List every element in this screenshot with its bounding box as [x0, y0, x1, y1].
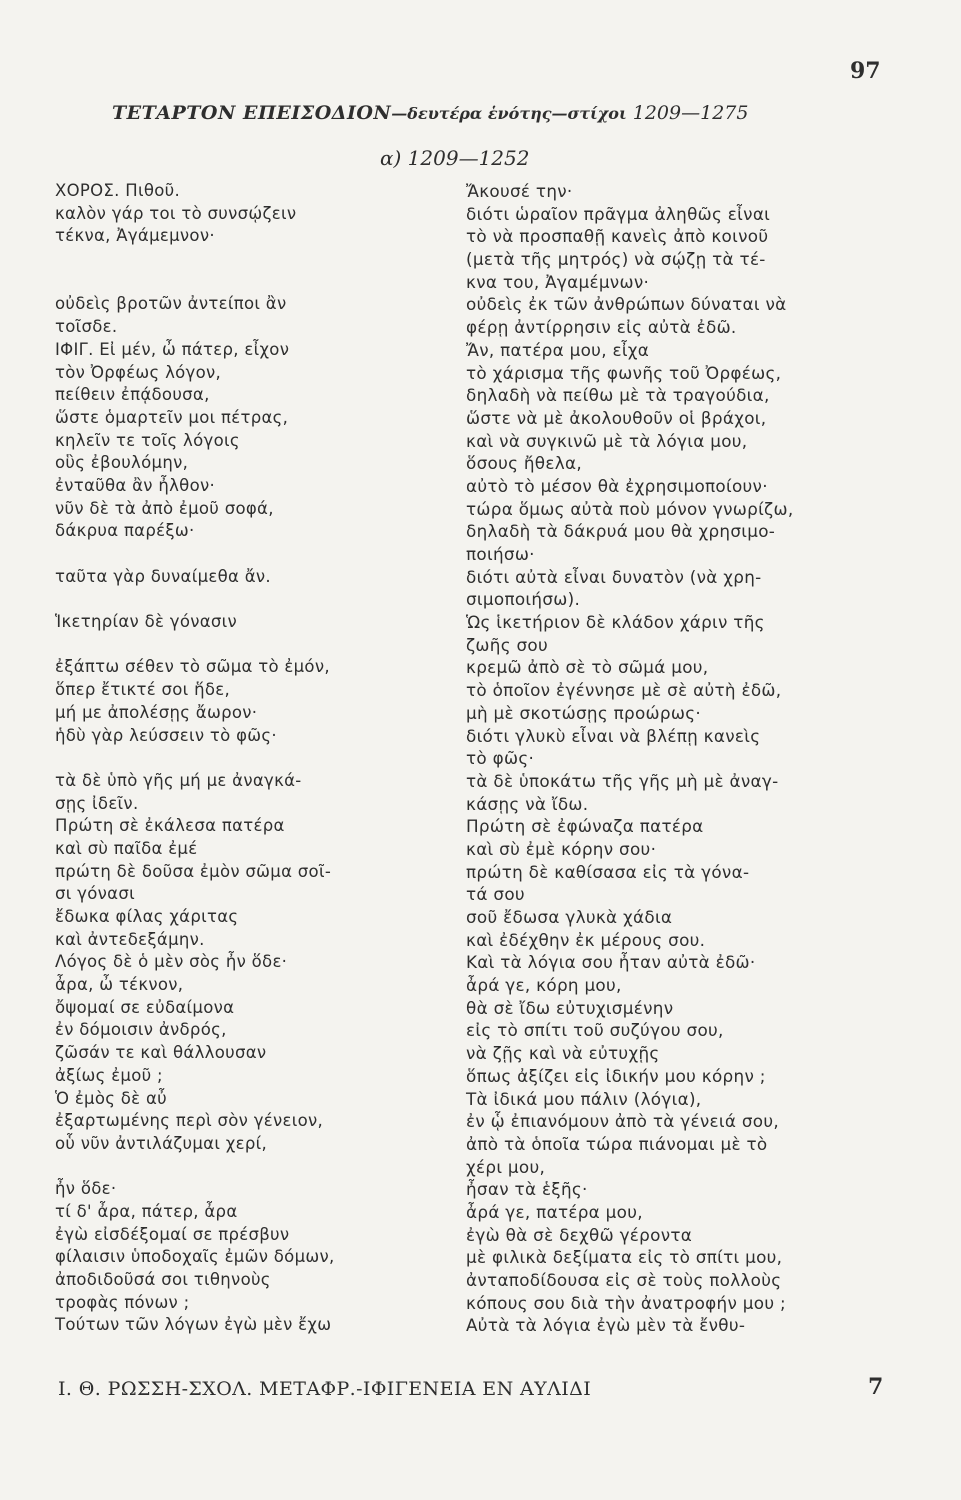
translation-line: ὥστε νὰ μὲ ἀκολουθοῦν οἱ βράχοι, — [466, 407, 767, 428]
translation-line: φέρῃ ἀντίρρησιν εἰς αὐτὰ ἐδῶ. — [466, 317, 737, 338]
ancient-text-line: Λόγος δὲ ὁ μὲν σὸς ἦν ὅδε· — [55, 952, 288, 972]
translation-line: κρεμῶ ἀπὸ σὲ τὸ σῶμά μου, — [466, 657, 709, 678]
translation-line: μὴ μὲ σκοτώσῃς προώρως· — [466, 702, 701, 723]
translation-line: ἀνταποδίδουσα εἰς σὲ τοὺς πολλοὺς — [466, 1270, 782, 1290]
ancient-text-line: τί δ' ἆρα, πάτερ, ἆρα — [55, 1201, 238, 1221]
ancient-text-line: ἀξίως ἐμοῦ ; — [55, 1065, 163, 1085]
translation-line: Ἄν, πατέρα μου, εἶχα — [466, 339, 650, 360]
translation-line: κάσῃς νὰ ἴδω. — [466, 793, 589, 814]
ancient-text-line: ἐξαρτωμένης περὶ σὸν γένειον, — [55, 1111, 324, 1131]
ancient-text-line — [55, 588, 475, 611]
ancient-text-line: ὥστε ὁμαρτεῖν μοι πέτρας, — [55, 407, 289, 427]
ancient-text-line — [55, 747, 475, 770]
translation-line: χέρι μου, — [466, 1156, 546, 1177]
ancient-text-line: οὓς ἐβουλόμην, — [55, 453, 189, 473]
translation-column — [466, 180, 916, 1337]
translation-line: καὶ νὰ συγκινῶ μὲ τὰ λόγια μου, — [466, 430, 748, 451]
translation-line: τὰ δὲ ὑποκάτω τῆς γῆς μὴ μὲ ἀναγ- — [466, 770, 779, 791]
translation-line: πρώτη δὲ καθίσασα εἰς τὰ γόνα- — [466, 861, 750, 882]
translation-line: ἀπὸ τὰ ὁποῖα τώρα πιάνομαι μὲ τὸ — [466, 1133, 768, 1154]
section-title — [112, 102, 748, 124]
translation-line: κνα του, Ἀγαμέμνων· — [466, 271, 650, 292]
ancient-text-line: πείθειν ἐπᾴδουσα, — [55, 385, 210, 405]
signature-mark: 7 — [868, 1374, 884, 1400]
translation-line: ἆρά γε, πατέρα μου, — [466, 1201, 643, 1222]
ancient-text-line: ἐνταῦθα ἂν ἦλθον· — [55, 475, 216, 495]
ancient-text-line: ἡδὺ γὰρ λεύσσειν τὸ φῶς· — [55, 725, 277, 745]
translation-line: διότι ὡραῖον πρᾶγμα ἀληθῶς εἶναι — [466, 203, 771, 224]
ancient-text-line: δάκρυα παρέξω· — [55, 521, 195, 541]
ancient-text-line: ἆρα, ὦ τέκνον, — [55, 975, 184, 995]
section-title-main: ΤΕΤΑΡΤΟΝ ΕΠΕΙΣΟΔΙΟΝ — [112, 102, 392, 124]
ancient-text-line: τοῖσδε. — [55, 317, 118, 337]
translation-line: Πρώτη σὲ ἐφώναζα πατέρα — [466, 816, 704, 837]
ancient-text-line: ἦν ὅδε· — [55, 1179, 117, 1199]
translation-line: κόπους σου διὰ τὴν ἀνατροφήν μου ; — [466, 1292, 786, 1313]
translation-line: τά σου — [466, 884, 525, 905]
ancient-text-line: ἔδωκα φίλας χάριτας — [55, 907, 239, 926]
ancient-text-line: ζῶσάν τε καὶ θάλλουσαν — [55, 1043, 267, 1063]
ancient-text-line: οὐδεὶς βροτῶν ἀντείποι ἂν — [55, 294, 287, 314]
translation-line: Ὡς ἱκετήριον δὲ κλάδον χάριν τῆς — [466, 612, 765, 633]
ancient-text-line: κηλεῖν τε τοῖς λόγοις — [55, 430, 240, 450]
translation-line: ὅπως ἀξίζει εἰς ἰδικήν μου κόρην ; — [466, 1065, 766, 1086]
ancient-text-line — [55, 634, 475, 657]
ancient-text-line: ὄψομαί σε εὐδαίμονα — [55, 997, 235, 1017]
translation-line: μὲ φιλικὰ δεξίματα εἰς τὸ σπίτι μου, — [466, 1247, 783, 1268]
ancient-text-line: τὸν Ὀρφέως λόγον, — [55, 362, 222, 382]
ancient-text-column — [55, 180, 475, 1337]
ancient-text-line: Τούτων τῶν λόγων ἐγὼ μὲν ἔχω — [55, 1315, 332, 1335]
ancient-text-line: ἀποδιδοῦσά σοι τιθηνοὺς — [55, 1270, 271, 1289]
translation-line: ἦσαν τὰ ἑξῆς· — [466, 1179, 588, 1200]
ancient-text-line: καλὸν γάρ τοι τὸ συνσῴζειν — [55, 203, 297, 223]
translation-line: τώρα ὅμως αὐτὰ ποὺ μόνον γνωρίζω, — [466, 498, 794, 519]
section-title-range: 1209—1275 — [632, 102, 749, 124]
translation-line: Τὰ ἰδικά μου πάλιν (λόγια), — [466, 1088, 702, 1109]
ancient-text-line: Ὁ ἐμὸς δὲ αὖ — [55, 1088, 167, 1108]
ancient-text-line — [55, 1156, 475, 1179]
translation-line: καὶ σὺ ἐμὲ κόρην σου· — [466, 838, 657, 859]
ancient-text-line: ΙΦΙΓ. Εἰ μέν, ὦ πάτερ, εἶχον — [55, 339, 290, 359]
ancient-text-line: τὰ δὲ ὑπὸ γῆς μή με ἀναγκά- — [55, 770, 302, 790]
ancient-text-line: ΧΟΡΟΣ. Πιθοῦ. — [55, 181, 181, 200]
translation-line: τὸ νὰ προσπαθῇ κανεὶς ἀπὸ κοινοῦ — [466, 226, 769, 247]
translation-line: τὸ φῶς· — [466, 748, 535, 769]
translation-line: οὐδεὶς ἐκ τῶν ἀνθρώπων δύναται νὰ — [466, 294, 787, 315]
ancient-text-line: φίλαισιν ὑποδοχαῖς ἐμῶν δόμων, — [55, 1247, 335, 1267]
translation-line: (μετὰ τῆς μητρός) νὰ σῴζῃ τὰ τέ- — [466, 249, 766, 270]
ancient-text-line: καὶ σὺ παῖδα ἐμέ — [55, 838, 198, 858]
ancient-text-line: τροφὰς πόνων ; — [55, 1292, 190, 1312]
translation-line: τὸ ὁποῖον ἐγέννησε μὲ σὲ αὐτὴ ἐδῶ, — [466, 680, 782, 701]
translation-line: διότι γλυκὺ εἶναι νὰ βλέπῃ κανεὶς — [466, 725, 761, 746]
translation-line: δηλαδὴ τὰ δάκρυά μου θὰ χρησιμο- — [466, 521, 776, 542]
ancient-text-line: οὗ νῦν ἀντιλάζυμαι χερί, — [55, 1133, 268, 1153]
translation-line: σιμοποιήσω). — [466, 589, 581, 610]
translation-line: αὐτὸ τὸ μέσον θὰ ἐχρησιμοποίουν· — [466, 475, 768, 496]
translation-line: ἐγὼ θὰ σὲ δεχθῶ γέροντα — [466, 1224, 693, 1245]
translation-line: διότι αὐτὰ εἶναι δυνατὸν (νὰ χρη- — [466, 566, 762, 587]
ancient-text-line: πρώτη δὲ δοῦσα ἐμὸν σῶμα σοῖ- — [55, 861, 332, 881]
translation-line: ὅσους ἤθελα, — [466, 453, 582, 474]
ancient-text-line: νῦν δὲ τὰ ἀπὸ ἐμοῦ σοφά, — [55, 498, 274, 518]
ancient-text-line: μή με ἀπολέσῃς ἄωρον· — [55, 702, 258, 722]
page-number: 97 — [850, 58, 881, 84]
ancient-text-line: ἐν δόμοισιν ἀνδρός, — [55, 1020, 227, 1040]
ancient-text-line: Πρώτη σὲ ἐκάλεσα πατέρα — [55, 816, 285, 836]
translation-line: ποιήσω· — [466, 544, 535, 564]
translation-line: ζωῆς σου — [466, 634, 549, 655]
translation-line: ἐν ᾧ ἐπιανόμουν ἀπὸ τὰ γένειά σου, — [466, 1111, 780, 1132]
translation-line: Καὶ τὰ λόγια σου ἦταν αὐτὰ ἐδῶ· — [466, 952, 756, 973]
translation-line: εἰς τὸ σπίτι τοῦ συζύγου σου, — [466, 1020, 724, 1041]
ancient-text-line: σι γόνασι — [55, 884, 135, 904]
translation-line: Αὐτὰ τὰ λόγια ἐγὼ μὲν τὰ ἔνθυ- — [466, 1315, 746, 1336]
translation-line: θὰ σὲ ἴδω εὐτυχισμένην — [466, 997, 674, 1018]
translation-line: δηλαδὴ νὰ πείθω μὲ τὰ τραγούδια, — [466, 385, 770, 406]
ancient-text-line: ταῦτα γὰρ δυναίμεθα ἄν. — [55, 566, 271, 586]
translation-line: Ἄκουσέ την· — [466, 181, 573, 201]
ancient-text-line: ἐγὼ εἰσδέξομαί σε πρέσβυν — [55, 1224, 290, 1244]
ancient-text-line: ἐξάπτω σέθεν τὸ σῶμα τὸ ἐμόν, — [55, 657, 330, 677]
translation-line: νὰ ζῇς καὶ νὰ εὐτυχῇς — [466, 1043, 660, 1064]
ancient-text-line — [55, 271, 475, 294]
ancient-text-line: τέκνα, Ἀγάμεμνον· — [55, 226, 215, 246]
translation-line: σοῦ ἔδωσα γλυκὰ χάδια — [466, 907, 673, 927]
translation-line: καὶ ἐδέχθην ἐκ μέρους σου. — [466, 929, 706, 950]
section-title-subtitle: —δευτέρα ἑνότης—στίχοι — [391, 104, 627, 123]
translation-line: ἆρά γε, κόρη μου, — [466, 975, 622, 996]
ancient-text-line: καὶ ἀντεδεξάμην. — [55, 929, 205, 949]
ancient-text-line: ὅπερ ἔτικτέ σοι ἥδε, — [55, 680, 231, 700]
ancient-text-line — [55, 248, 475, 271]
ancient-text-line: σῃς ἰδεῖν. — [55, 793, 139, 813]
translation-line: τὸ χάρισμα τῆς φωνῆς τοῦ Ὀρφέως, — [466, 362, 782, 383]
subsection-title: α) 1209—1252 — [380, 146, 530, 170]
ancient-text-line — [55, 543, 475, 566]
ancient-text-line: Ἱκετηρίαν δὲ γόνασιν — [55, 612, 238, 632]
page-footer: Ι. Θ. ΡΩΣΣΗ-ΣΧΟΛ. ΜΕΤΑΦΡ.-ΙΦΙΓΕΝΕΙΑ ΕΝ ΑΥΛΙΔΙ — [58, 1378, 592, 1400]
